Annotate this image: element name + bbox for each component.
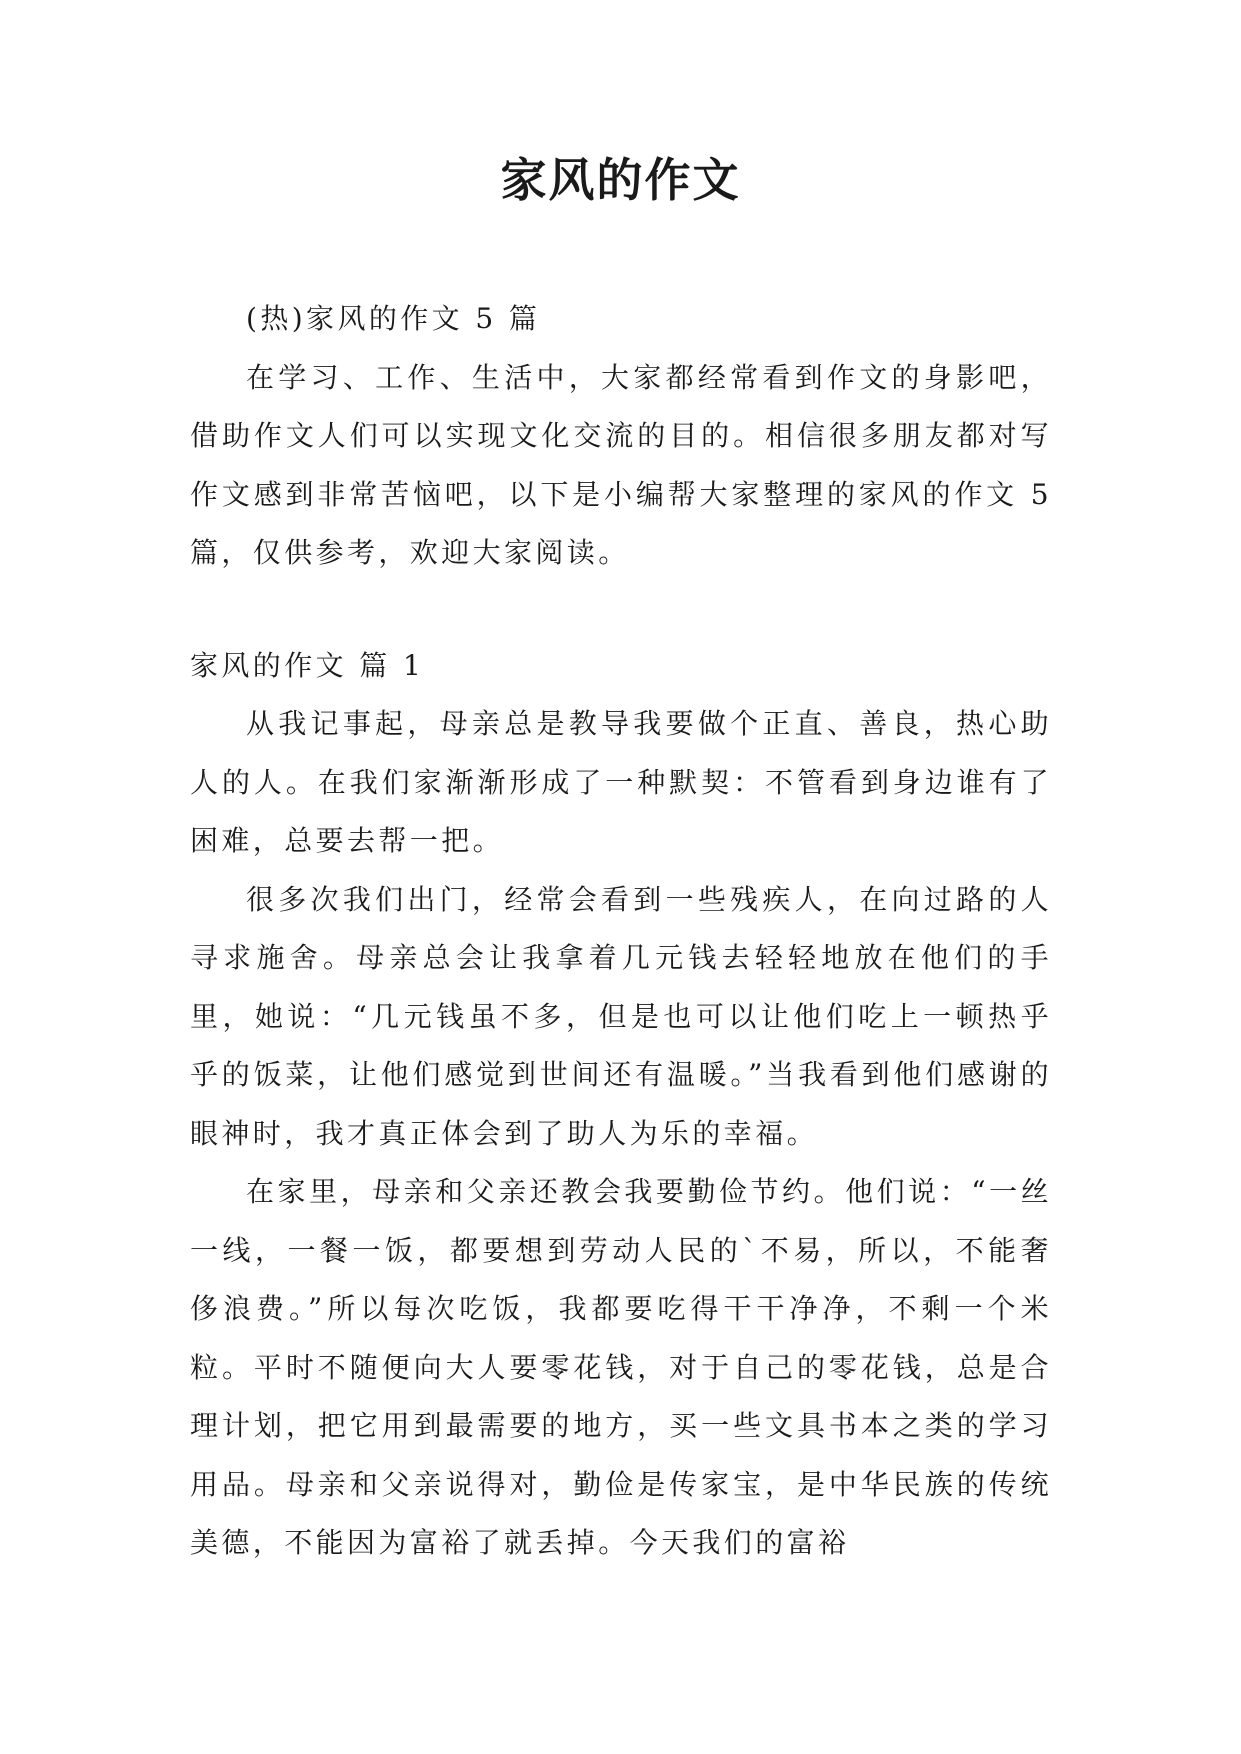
document-subtitle: (热)家风的作文 5 篇 (246, 302, 541, 335)
section-1-paragraph-2: 很多次我们出门，经常会看到一些残疾人，在向过路的人寻求施舍。母亲总会让我拿着几元钱去轻轻地放在他们的手里，她说：“几元钱虽不多，但是也可以让他们吃上一顿热乎乎的饭菜，让他们感觉到世间还有温暖。”当我看到他们感谢的眼神时，我才真正体会到了助人为乐的幸福。 (190, 882, 1052, 1150)
document-title: 家风的作文 (500, 153, 741, 207)
section-1-paragraph-3: 在家里，母亲和父亲还教会我要勤俭节约。他们说：“一丝一线，一餐一饭，都要想到劳动人民的`不易，所以，不能奢侈浪费。”所以每次吃饭，我都要吃得干干净净，不剩一个米粒。平时不随便向大人要零花钱，对于自己的零花钱，总是合理计划，把它用到最需要的地方，买一些文具书本之类的学习用品。母亲和父亲说得对，勤俭是传家宝，是中华民族的传统美德，不能因为富裕了就丢掉。今天我们的富裕 (190, 1175, 1052, 1559)
document-body (190, 290, 1052, 1573)
section-1-heading: 家风的作文 篇 1 (190, 648, 425, 682)
section-1-paragraph-1: 从我记事起，母亲总是教导我要做个正直、善良，热心助人的人。在我们家渐渐形成了一种默契：不管看到身边谁有了困难，总要去帮一把。 (190, 707, 1052, 857)
intro-paragraph: 在学习、工作、生活中，大家都经常看到作文的身影吧，借助作文人们可以实现文化交流的目的。相信很多朋友都对写作文感到非常苦恼吧，以下是小编帮大家整理的家风的作文 5 篇，仅供参考，欢迎大家阅读。 (190, 360, 1052, 569)
